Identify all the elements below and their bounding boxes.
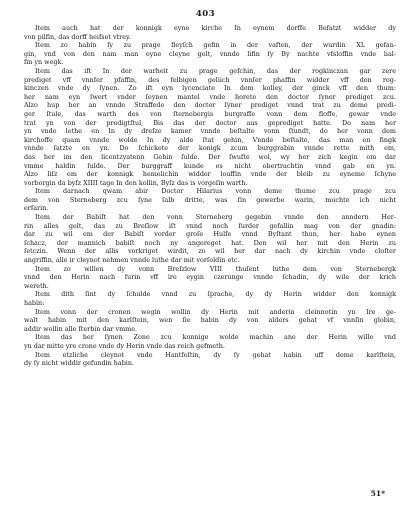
paragraph [24,333,396,350]
paragraph [24,41,396,67]
text-line: vnnd den Herin nach furin vff ire eygin czerunge vnnde ſchadin, dy wile der krich [24,273,396,282]
text-line: angriffin, alle ir cleynot nehmen vnnde luthe dar mit vorſoldin etc. [24,256,240,265]
signature-mark: 51* [370,489,385,498]
paragraph [24,290,396,307]
text-line: Item der Babiſt hat den vonn Sterneberg gegebin vnnde den anndern Her- [35,213,396,222]
text-line: wereth. [24,281,49,290]
text-line: ger ſtule, das warth des von ſternebergis burgraffe vonn dem floffe, gewar vnde [24,109,396,118]
paragraph [24,308,396,334]
text-line: rin alles gelt, das zu Breſlow iſt vnnd noch furder gefallin mag von der gnadin: [24,221,396,230]
text-line: dy ſy nicht widdir gefundin habin. [24,359,134,368]
paragraph [24,24,396,41]
paragraph [24,213,396,265]
text-line: Item das her ſynen Zone zcu konnige wolde machin ane der Herin wille vnd [35,333,396,342]
text-line: Item vonn der cronen wegin wollin dy Herin mit anderin cleinnotin yn Ire ge- [35,307,396,316]
text-line: erfarin. [24,204,49,213]
text-line: dem von Sterneberg zcu ſyne ſalb dritte, was ſin gewerbe warin, muchte ich nicht [24,195,396,204]
page-number: 403 [195,9,216,19]
text-line: das her im den licentzyatenn Gebin ſulde. Der ſwuſte wol, wy her zich kegin om dar [24,152,396,161]
text-line: fin yn wegk. [24,58,64,67]
text-line: Alzo liſz em der konnigk hemelichin widder louffin vnde der bleib zu eyneme ſchyne [24,170,396,179]
text-line: yn vnde lethe en In dy dreſze kamer vnnde beſtalte vonn ſtundt, do her vonn dem [24,127,396,136]
text-line: ſetczin. Wenn der allis vorkriget wirdit, zo wil her dar nach dy kirchin vnde cloſter [24,247,396,256]
text-line: von pilfin, das dorff heifset vtrey. [24,32,131,41]
text-line: Item das ift In der warheit zu prage gefchin, das der rogkinczan gar zere [35,66,396,75]
text-line: Item darnach qwam abir Doctor Hilarius vonn deme thume zcu prage zcu [35,187,396,196]
text-line: Alzo hup her an vnnde Straffede den doctor ſyner prediget vnnd trat zu deme predi- [24,101,396,110]
document-body [24,24,396,368]
text-line: Item etzliche cleynot vnde Hantfeſtin, dy ſy gehat habin uff deme karlſtein, [35,350,396,359]
text-line: her nam eyn ſwert vnder ſeynen mantel vnde horete den doctor ſyner prediget zcu. [24,92,396,101]
text-line: dar zu wil em der Babiſt vorder groſe Hulfe vnnd Byſtant thun, her habe eynen [24,230,396,239]
text-line: trat yn von der predigtſtul, Bis das der doctor aus geprediget hatte. Do nam her [24,118,396,127]
text-line: Item zo habin ſy zu prage fleyſch gefin in der vaften, der wurdin XL gefan- [35,41,396,50]
text-line: Item zo willen dy vonn Breſzlow VIII thuſent luthe dem von Sternebergk [35,264,396,273]
paragraph [24,187,396,213]
text-line: kirchoffe quam vnnde wolde In dy alde ſtat gehin, Vnnde beſtalte, das man en fingk [24,135,396,144]
text-line: Item dith ſint dy ſchulde vnnd zu ſprache, dy dy Herin widder den konnigk [35,290,396,299]
paragraph [24,265,396,291]
text-line: vmme haldin ſulde. Der burggraff kunde es nicht obertrachtin vnnd gab en yn. [24,161,396,170]
text-line: yn dar mitte yre crone vnde dy Herin vnde das reich gefmeth. [24,341,225,350]
text-line: vnnde ſatzte en yn. Do ſchickete der konigk zcum burggrabin vnnde rette mith em, [24,144,396,153]
text-line: habin: [24,299,45,307]
text-line: Item auch hat der konnigk eyne kirche In eynem dorffe Befatzt widder dy [35,24,396,32]
text-line: kinczen vnde dy ſynen. Zo ift eyn lycenciate In dem kolley, der ginck vff den thum: [24,84,396,93]
paragraph [24,351,396,368]
paragraph [24,67,396,187]
text-line: vorborgin da byſz XIIII tage In den kollin, Byſz das is vorgeſin warth. [24,178,248,187]
text-line: prediget vff vnnfer pfaffin, des felbigen geliich vnnſer phaffin widder vff den rog- [24,75,396,84]
text-line: gin, vnd von den nam man eyne cleyne gelt, vnnde lifin ſy By nachte vfsloffin vnde lıal- [24,49,396,58]
text-line: ſchacz, der mannich babiſt noch ny angereget hat. Den wil her mit den Herin zu [24,238,396,247]
text-line: walt habin mit den karlſtein, wen ſie habin dy von alders gehat vf vnnſin globin, [24,316,396,325]
text-line: addir wollin alle ſterbin dar vmme. [24,324,138,333]
